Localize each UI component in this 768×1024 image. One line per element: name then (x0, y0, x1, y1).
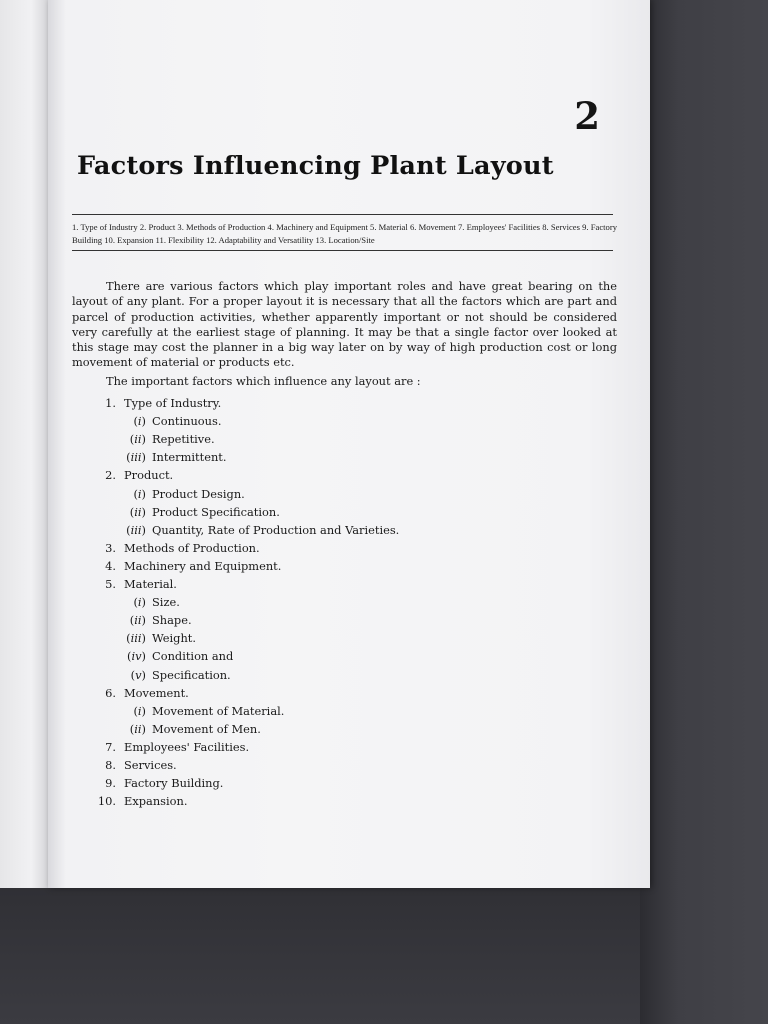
factor-text: Size. (152, 595, 180, 610)
sub-factor-item (72, 647, 233, 665)
sub-factor-marker: (ii) (129, 432, 146, 447)
sub-factor-marker: (i) (133, 595, 146, 610)
factor-item (72, 557, 281, 575)
factor-text: Material. (124, 577, 177, 591)
sub-factor-item (72, 503, 280, 521)
factor-text: Repetitive. (152, 432, 215, 447)
sub-factor-item (72, 448, 226, 466)
factor-item (72, 738, 249, 756)
sub-factor-marker: (i) (133, 414, 146, 429)
factor-text: Intermittent. (152, 450, 227, 465)
factor-item (72, 575, 177, 593)
factor-text: Condition and (152, 649, 234, 664)
factor-text: Continuous. (152, 414, 222, 429)
sub-factor-item (72, 485, 245, 503)
list-intro: The important factors which influence any layout are : (106, 373, 421, 388)
facing-page-edge (0, 0, 52, 888)
factor-text: Specification. (152, 667, 231, 682)
scanner-background-right (640, 0, 768, 1024)
factor-text: Product Specification. (152, 504, 280, 519)
factor-number: 8. (105, 758, 116, 772)
factor-item (72, 792, 187, 810)
factor-text: Quantity, Rate of Production and Varieties. (152, 522, 400, 537)
sub-factor-item (72, 720, 261, 738)
factor-number: 4. (105, 558, 116, 573)
factor-item (72, 394, 221, 412)
factor-item (72, 539, 260, 557)
sub-factor-marker: (iii) (126, 631, 146, 646)
sub-factor-item (72, 412, 221, 430)
factor-number: 1. (105, 396, 116, 410)
factor-number: 7. (105, 739, 116, 754)
toc-top-rule (72, 214, 613, 215)
sub-factor-marker: (i) (133, 486, 146, 501)
chapter-title: Factors Influencing Plant Layout (77, 151, 554, 181)
sub-factor-marker: (ii) (129, 613, 146, 628)
factor-number: 5. (105, 577, 116, 591)
factor-item (72, 774, 223, 792)
factor-number: 6. (105, 685, 116, 700)
chapter-number: 2 (574, 94, 600, 138)
sub-factor-marker: (i) (133, 703, 146, 718)
sub-factor-marker: (iii) (126, 522, 146, 537)
sub-factor-marker: (ii) (129, 504, 146, 519)
factor-text: Factory Building. (124, 776, 224, 791)
factor-text: Expansion. (124, 794, 188, 809)
factor-text: Movement of Material. (152, 703, 285, 718)
factor-text: Type of Industry. (124, 396, 222, 410)
sub-factor-item (72, 521, 399, 539)
factor-text: Machinery and Equipment. (124, 558, 282, 573)
sub-factor-item (72, 702, 284, 720)
sub-factor-marker: (iv) (127, 649, 146, 664)
sub-factor-item (72, 611, 192, 629)
factor-text: Employees' Facilities. (124, 739, 250, 754)
factor-number: 3. (105, 540, 116, 555)
intro-paragraph: There are various factors which play important roles and have great bearing on the layout of any plant. For a proper layout it is necessary that all the factors which are part and parcel of production activities, whether apparently important or not should be considered very carefully at the earliest stage of planning. It may be that a single factor over looked at this stage may cost the planner in a big way later on by way of high production cost or long movement of material or products etc. (72, 279, 617, 370)
factor-text: Movement of Men. (152, 721, 261, 736)
factor-text: Movement. (124, 685, 189, 700)
factor-text: Shape. (152, 613, 192, 628)
sub-factor-item (72, 593, 180, 611)
factor-number: 10. (97, 794, 116, 809)
sub-factor-marker: (iii) (126, 450, 146, 465)
sub-factor-marker: (v) (130, 667, 146, 682)
factor-text: Weight. (152, 631, 196, 646)
sub-factor-item (72, 430, 215, 448)
toc-bottom-rule (72, 250, 613, 251)
factor-item (72, 684, 189, 702)
factor-text: Services. (124, 758, 177, 772)
factor-text: Product. (124, 468, 174, 483)
body-text (72, 279, 617, 389)
factor-number: 9. (105, 776, 116, 791)
sub-factor-marker: (ii) (129, 721, 146, 736)
factor-text: Methods of Production. (124, 540, 260, 555)
sub-factor-item (72, 629, 196, 647)
sub-factor-item (72, 666, 231, 684)
factor-item (72, 466, 173, 484)
factor-item (72, 756, 177, 774)
factor-text: Product Design. (152, 486, 245, 501)
factor-number: 2. (105, 468, 116, 483)
chapter-contents: 1. Type of Industry 2. Product 3. Methods of Production 4. Machinery and Equipment 5. Material 6. Movement 7. Employees' Facilities 8. Services 9. Factory Building 10. Expansion 11. Flexibility 12. Adaptability and Versatility 13. Location/Site (72, 222, 617, 245)
